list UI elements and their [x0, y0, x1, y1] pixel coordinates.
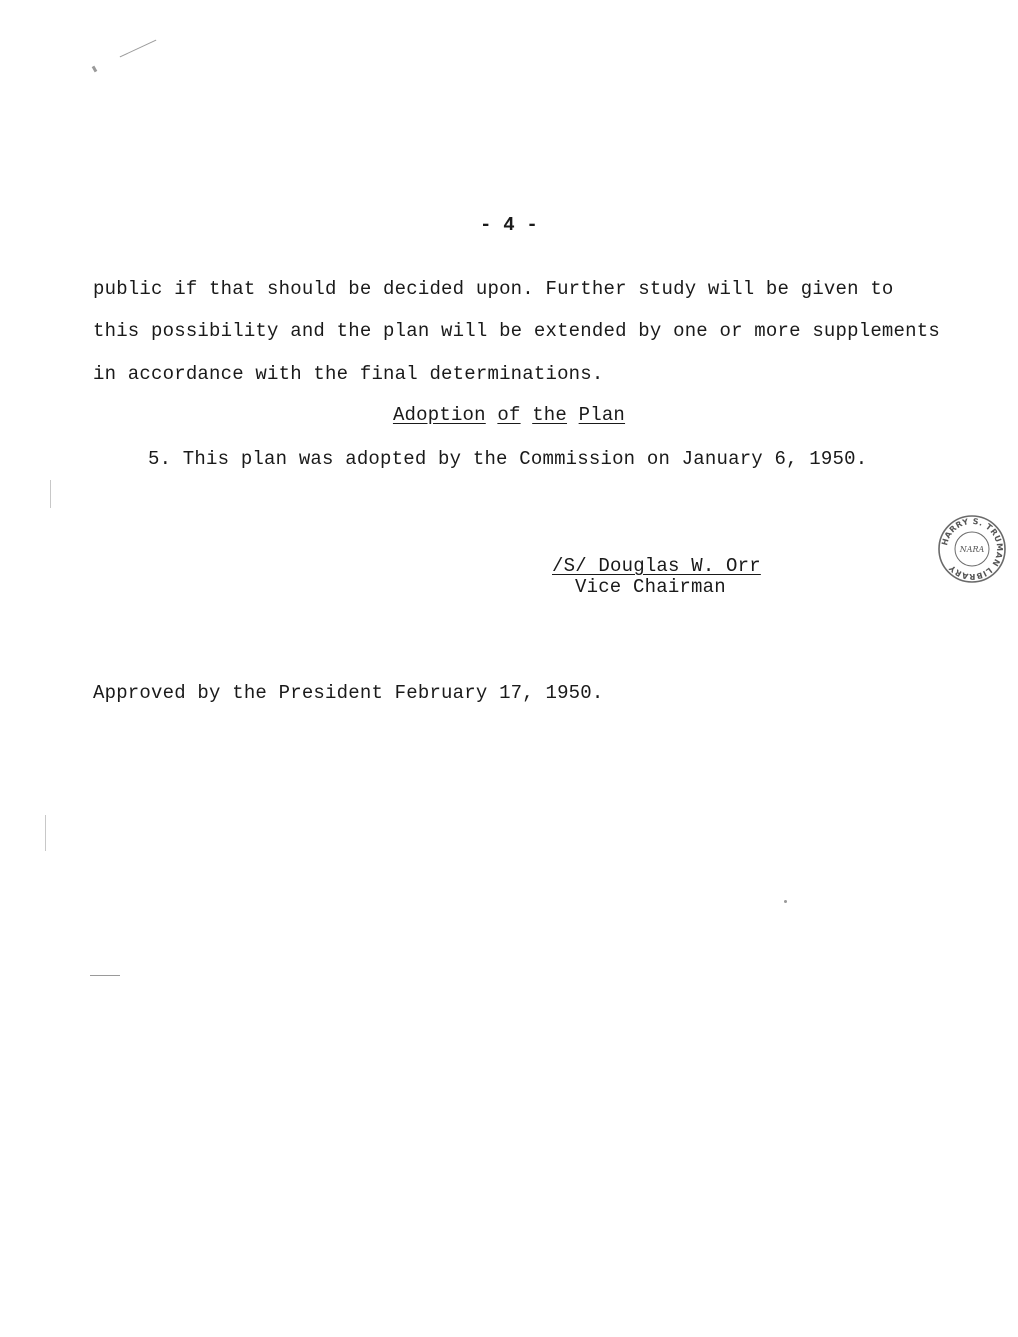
heading-word-adoption: Adoption	[392, 404, 486, 426]
paragraph-line-3: in accordance with the final determinations.	[93, 363, 604, 385]
stray-mark	[50, 480, 51, 508]
paragraph-line-2: this possibility and the plan will be extended by one or more supplements	[93, 320, 940, 342]
svg-text:NARA: NARA	[959, 545, 985, 554]
stray-mark	[92, 66, 98, 73]
signature-name: /S/ Douglas W. Orr	[552, 555, 761, 577]
approval-statement: Approved by the President February 17, 1950.	[93, 682, 604, 704]
stray-mark	[784, 900, 787, 903]
stray-mark	[45, 815, 46, 851]
signature-title: Vice Chairman	[575, 576, 726, 598]
section-heading	[0, 404, 1018, 426]
svg-text:HARRY S. TRUMAN LIBRARY: HARRY S. TRUMAN LIBRARY	[940, 516, 1005, 582]
heading-word-of: of	[497, 404, 521, 426]
page-number: - 4 -	[479, 214, 538, 236]
stray-mark	[90, 975, 120, 976]
heading-word-plan: Plan	[578, 404, 626, 426]
library-stamp-icon	[937, 514, 1007, 584]
paragraph-line-1: public if that should be decided upon. Further study will be given to	[93, 278, 894, 300]
stray-mark	[120, 40, 157, 58]
heading-word-the: the	[532, 404, 568, 426]
adoption-statement: 5. This plan was adopted by the Commission on January 6, 1950.	[148, 448, 868, 470]
